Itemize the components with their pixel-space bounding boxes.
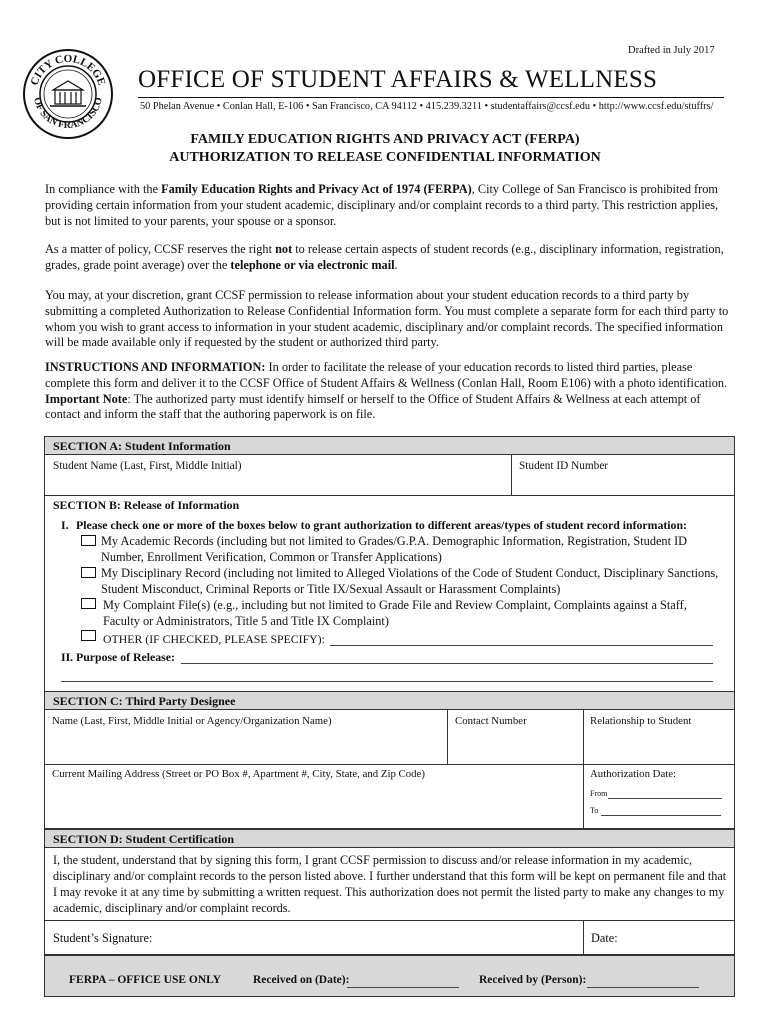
disciplinary-record-option: My Disciplinary Record (including not limited to Alleged Violations of the Code of Student Conduct, Disciplinary Sanctions, Student Misconduct, Criminal Reports or Title IX/Sexual Assault or Harassment Complaints): [101, 566, 719, 596]
office-address: 50 Phelan Avenue • Conlan Hall, E-106 • San Francisco, CA 94112 • 415.239.3211 • studentaffairs@ccsf.edu • http://www.ccsf.edu/stuffrs/: [140, 101, 714, 112]
complaint-files-option: My Complaint File(s) (e.g., including but not limited to Grade File and Review Complaint, Complaints against a Staff, Faculty or Administrators, Title 5 and Title IX Complaint): [103, 598, 687, 628]
received-by-field[interactable]: [587, 987, 699, 988]
section-b: [44, 495, 735, 692]
college-seal-logo: [22, 48, 114, 140]
student-id-field[interactable]: [512, 455, 734, 495]
office-title: OFFICE OF STUDENT AFFAIRS & WELLNESS: [138, 66, 658, 93]
signature-field[interactable]: [46, 921, 583, 954]
relationship-label: Relationship to Student: [590, 715, 692, 727]
instructions-paragraph: INSTRUCTIONS AND INFORMATION: In order to facilitate the release of your education records to listed third parties, please complete this form and deliver it to the CCSF Office of Student Affairs & Wellness (Conlan Hall, Room E106) with a photo identification. Important Note: The authorized party must identify himself or herself to the Office of Student Affairs & Wellness at each attempt of contact and inform the staff that the authoring paperwork is on file.: [45, 360, 728, 422]
header-rule: [138, 97, 724, 98]
signature-label: Student’s Signature:: [53, 931, 153, 945]
section-d: [44, 829, 735, 955]
student-name-label: Student Name (Last, First, Middle Initial): [53, 460, 242, 472]
office-use-footer: [44, 955, 735, 997]
other-specify-field[interactable]: [330, 645, 713, 646]
purpose-field[interactable]: [181, 663, 713, 664]
certification-text: I, the student, understand that by signing this form, I grant CCSF permission to discuss and/or release information in my academic, disciplinary and/or complaint records to the person listed above. I further understand that this form will be kept on permanent file and that I may revoke it at any time by submitting a written request. This authorization does not permit the listed party to make any changes to my academic, disciplinary and/or complaint records.: [53, 853, 727, 915]
received-on-field[interactable]: [347, 987, 459, 988]
section-b-heading: SECTION B: Release of Information: [53, 498, 240, 512]
section-c-heading: SECTION C: Third Party Designee: [45, 692, 734, 710]
disciplinary-record-checkbox[interactable]: [81, 567, 96, 578]
from-date-field[interactable]: [608, 798, 722, 799]
svg-text:OF SAN FRANCISCO: OF SAN FRANCISCO: [31, 96, 105, 132]
relationship-field[interactable]: [584, 710, 734, 764]
svg-text:CITY COLLEGE: CITY COLLEGE: [28, 52, 108, 88]
item-2-number: II.: [61, 650, 74, 664]
purpose-field-line2[interactable]: [61, 681, 713, 682]
section-d-heading: SECTION D: Student Certification: [45, 830, 734, 848]
section-a: [44, 436, 735, 496]
complaint-files-checkbox[interactable]: [81, 598, 96, 609]
item-1-instruction: Please check one or more of the boxes below to grant authorization to different areas/types of student record information:: [76, 518, 687, 532]
intro-paragraph-3: You may, at your discretion, grant CCSF permission to release information about your student education records to a third party by submitting a completed Authorization to Release Confidential Information form. You must complete a separate form for each third party to whom you wish to grant access to information in your student academic, disciplinary and/or complaint records. The specified information will be made available only if requested by the student or authorized third party.: [45, 288, 729, 350]
drafted-date: Drafted in July 2017: [628, 45, 715, 56]
other-checkbox[interactable]: [81, 630, 96, 641]
student-name-field[interactable]: [46, 455, 510, 495]
designee-name-label: Name (Last, First, Middle Initial or Agency/Organization Name): [52, 715, 332, 727]
authorization-date-label: Authorization Date:: [590, 768, 677, 780]
office-use-label: FERPA – OFFICE USE ONLY: [69, 974, 222, 986]
designee-name-field[interactable]: [46, 710, 446, 764]
mailing-address-field[interactable]: [46, 765, 582, 828]
received-on-label: Received on (Date):: [253, 974, 350, 986]
mailing-address-label: Current Mailing Address (Street or PO Box #, Apartment #, City, State, and Zip Code): [52, 768, 425, 780]
academic-records-checkbox[interactable]: [81, 535, 96, 546]
form-title-line1: FAMILY EDUCATION RIGHTS AND PRIVACY ACT (FERPA): [190, 132, 580, 147]
to-label: To: [590, 806, 599, 815]
section-a-heading: SECTION A: Student Information: [45, 437, 734, 455]
from-label: From: [590, 789, 608, 798]
contact-number-label: Contact Number: [455, 715, 527, 727]
student-id-label: Student ID Number: [519, 460, 609, 472]
intro-paragraph-2: As a matter of policy, CCSF reserves the right not to release certain aspects of student records (e.g., disciplinary information, registration, grades, grade point average) over the telephone or via electronic mail.: [45, 242, 724, 272]
other-option: OTHER (IF CHECKED, PLEASE SPECIFY):: [103, 632, 325, 646]
academic-records-option: My Academic Records (including but not limited to Grades/G.P.A. Demographic Information, Registration, Student ID Number, Enrollment Verification, Common or Transfer Applications): [101, 534, 688, 564]
purpose-label: Purpose of Release:: [76, 650, 175, 664]
received-by-label: Received by (Person):: [479, 974, 587, 986]
date-field[interactable]: [584, 921, 734, 954]
date-label: Date:: [591, 931, 618, 945]
section-c: [44, 691, 735, 829]
to-date-field[interactable]: [601, 815, 721, 816]
form-title-line2: AUTHORIZATION TO RELEASE CONFIDENTIAL INFORMATION: [169, 150, 601, 165]
intro-paragraph-1: In compliance with the Family Education Rights and Privacy Act of 1974 (FERPA), City College of San Francisco is prohibited from providing certain information from your student academic, disciplinary and/or complaint records to a third party. This restriction applies, but is not limited to your parents, your spouse or a sponsor.: [45, 182, 719, 228]
item-1-number: I.: [61, 518, 69, 532]
contact-number-field[interactable]: [448, 710, 582, 764]
